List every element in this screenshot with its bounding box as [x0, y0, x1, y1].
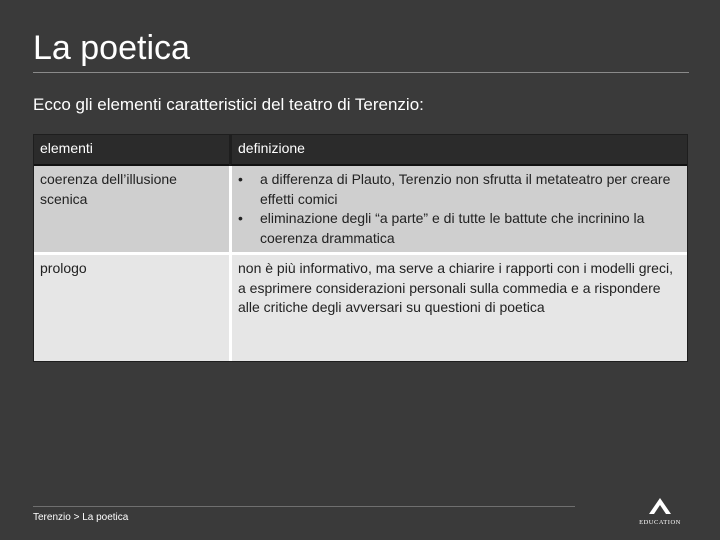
- bullet-text: a differenza di Plauto, Terenzio non sfrutta il metateatro per creare effetti comici: [260, 171, 671, 207]
- bullet-icon: •: [238, 210, 243, 226]
- mondadori-education-logo-icon: [636, 498, 684, 524]
- definition-bullet-list: [238, 170, 681, 248]
- definition-line: alle critiche degli avversari su questioni di poetica: [238, 299, 545, 315]
- cell-definition: [229, 166, 687, 252]
- table-row: [34, 166, 687, 252]
- logo-wordmark: EDUCATION: [639, 519, 681, 526]
- slide-title: La poetica: [33, 29, 190, 67]
- poetica-table: [34, 135, 687, 361]
- intro-text: Ecco gli elementi caratteristici del teatro di Terenzio:: [33, 95, 424, 114]
- footer-divider: [33, 506, 575, 507]
- poetica-table-container: [33, 134, 688, 362]
- column-header-definizione: definizione: [229, 135, 687, 166]
- cell-element: coerenza dell’illusione scenica: [34, 166, 229, 252]
- list-item: [238, 209, 681, 248]
- table-row: [34, 252, 687, 361]
- table-header-row: [34, 135, 687, 166]
- definition-line: non è più informativo, ma serve a chiarire i rapporti con i modelli greci,: [238, 260, 673, 276]
- list-item: [238, 170, 681, 209]
- column-header-elementi: elementi: [34, 135, 229, 166]
- definition-line: a esprimere considerazioni personali sulla commedia e a rispondere: [238, 279, 661, 296]
- cell-definition: [229, 252, 687, 361]
- title-divider: [33, 72, 689, 73]
- logo-mark-icon: [649, 498, 671, 514]
- bullet-icon: •: [238, 171, 243, 187]
- footer-breadcrumb: Terenzio > La poetica: [33, 512, 129, 523]
- cell-element: prologo: [34, 252, 229, 361]
- bullet-text: eliminazione degli “a parte” e di tutte le battute che incrinino la coerenza drammatica: [260, 210, 645, 246]
